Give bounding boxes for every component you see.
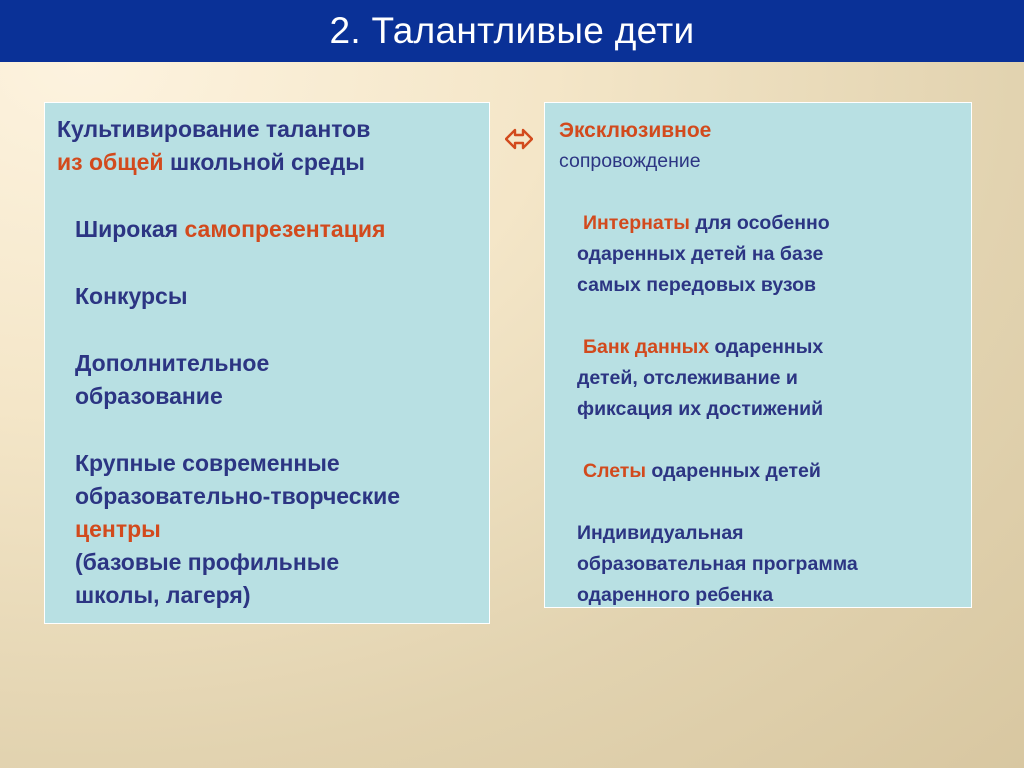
left-item-2: Конкурсы [75,283,188,309]
left-heading-line-2 [57,146,477,179]
right-item-3 [559,456,957,487]
right-item-2-line-3: фиксация их достижений [577,398,824,420]
left-item-4-line-4: (базовые профильные [75,549,340,575]
left-item-1 [57,213,477,246]
right-item-1-rest: для особенно [689,212,830,234]
right-item-3-rest: одаренных детей [646,460,821,482]
right-item-2-line-1 [559,332,957,363]
title-bar [0,0,1024,62]
left-heading-rest: школьной среды [163,149,365,175]
right-item-2-rest: одаренных [709,336,824,358]
double-arrow-icon [505,128,533,150]
left-item-4-line-2: образовательно-творческие [75,483,401,509]
page-title: 2. Талантливые дети [329,10,695,51]
right-item-1-line-2: одаренных детей на базе [577,243,824,265]
right-item-4-line-1: Индивидуальная [577,522,744,544]
left-item-1-accent: самопрезентация [184,216,386,242]
right-item-1-line-3: самых передовых вузов [577,274,817,296]
right-item-1-line-1 [559,208,957,239]
left-heading-line-1 [57,113,477,146]
right-item-1-accent: Интернаты [583,212,690,234]
left-panel [44,102,490,624]
right-panel [544,102,972,608]
left-heading-accent: из общей [57,149,164,175]
left-heading-text: Культивирование талантов [57,116,371,142]
right-item-3-accent: Слеты [583,460,647,482]
right-heading-accent: Эксклюзивное [559,119,712,142]
left-item-4-line-1: Крупные современные [75,450,340,476]
left-item-4-line-5: школы, лагеря) [75,582,251,608]
right-heading-sub: сопровождение [559,150,701,172]
left-item-3-line-2: образование [75,383,223,409]
left-item-4-accent: центры [75,516,161,542]
right-item-4-line-3: одаренного ребенка [577,584,774,606]
left-item-3-line-1: Дополнительное [75,350,270,376]
right-item-2-line-2: детей, отслеживание и [577,367,798,389]
left-item-1-text: Широкая [75,216,185,242]
right-item-4-line-2: образовательная программа [577,553,858,575]
right-item-2-accent: Банк данных [583,336,710,358]
